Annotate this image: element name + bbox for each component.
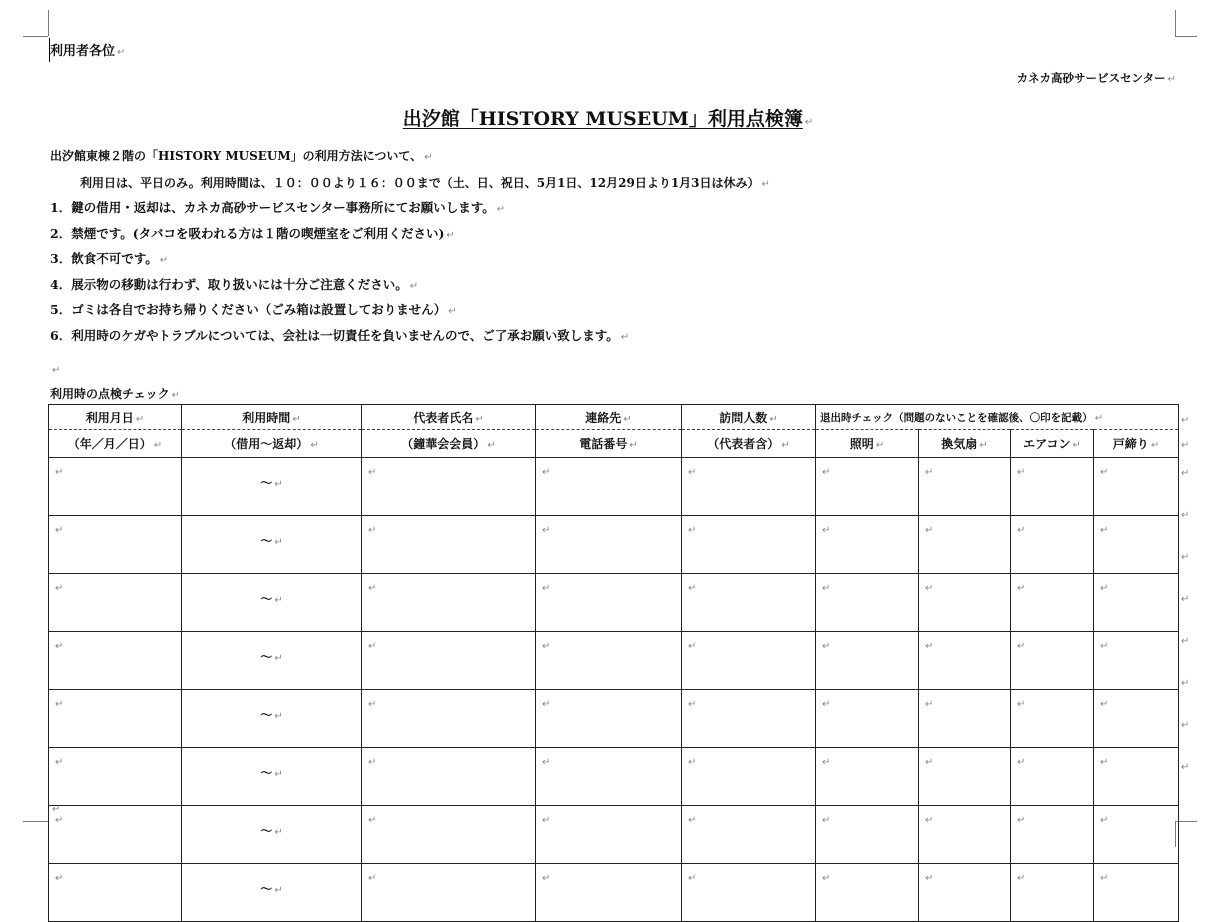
crop-mark-bottom-left-h (23, 821, 48, 822)
rep-name-cell[interactable] (362, 748, 536, 806)
aircon-cell[interactable] (1011, 806, 1094, 864)
cell-mark: ↵ (368, 815, 377, 826)
cell-mark: ↵ (925, 699, 934, 710)
time-cell[interactable] (182, 864, 362, 922)
aircon-cell[interactable] (1011, 516, 1094, 574)
header-member[interactable]: （鐘華会会員） ↵ (362, 430, 536, 458)
cell-mark: ↵ (688, 873, 697, 884)
cell-mark: ↵ (1017, 757, 1026, 768)
time-cell[interactable] (182, 574, 362, 632)
cell-mark: ↵ (925, 583, 934, 594)
cell-mark: ↵ (822, 757, 831, 768)
cell-mark: ↵ (1017, 873, 1026, 884)
time-separator: ～ (260, 824, 273, 838)
cell-mark: ↵ (925, 873, 934, 884)
contact-cell[interactable] (536, 806, 682, 864)
cell-mark: ↵ (688, 757, 697, 768)
cell-mark: ↵ (368, 467, 377, 478)
rule-item[interactable]: 5．ゴミは各自でお持ち帰りください（ごみ箱は設置しておりません） ↵ (50, 302, 457, 318)
contact-cell[interactable] (536, 632, 682, 690)
table-row (49, 458, 1179, 516)
rep-name-cell[interactable] (362, 574, 536, 632)
header-lighting[interactable]: 照明 ↵ (816, 430, 919, 458)
empty-paragraph[interactable]: ↵ (52, 365, 61, 376)
header-aircon[interactable]: エアコン ↵ (1011, 430, 1094, 458)
cell-mark: ↵ (55, 815, 64, 826)
header-phone[interactable]: 電話番号 ↵ (536, 430, 682, 458)
cell-mark: ↵ (55, 641, 64, 652)
header-time-range[interactable]: （借用～返却） ↵ (182, 430, 362, 458)
cell-mark: ↵ (368, 873, 377, 884)
date-cell[interactable] (49, 458, 182, 516)
check-section-title[interactable]: 利用時の点検チェック ↵ (50, 387, 181, 401)
table-row (49, 748, 1179, 806)
lighting-cell[interactable] (816, 690, 919, 748)
cell-mark: ↵ (822, 467, 831, 478)
cell-mark: ↵ (1100, 641, 1109, 652)
lighting-cell[interactable] (816, 458, 919, 516)
cell-mark: ↵ (1017, 641, 1026, 652)
cell-mark: ↵ (55, 699, 64, 710)
date-cell[interactable] (49, 748, 182, 806)
table-row (49, 574, 1179, 632)
cell-mark: ↵ (274, 827, 283, 838)
cell-mark: ↵ (822, 873, 831, 884)
rep-name-cell[interactable] (362, 806, 536, 864)
table-row (49, 690, 1179, 748)
cell-mark: ↵ (1100, 873, 1109, 884)
time-cell[interactable] (182, 806, 362, 864)
header-exit-check[interactable]: 退出時チェック（問題のないことを確認後、〇印を記載） ↵ (816, 405, 1179, 430)
cell-mark: ↵ (542, 525, 551, 536)
date-cell[interactable] (49, 864, 182, 922)
row-end-mark: ↵ (1181, 762, 1190, 773)
addressee[interactable]: 利用者各位 ↵ (50, 44, 126, 59)
lighting-cell[interactable] (816, 864, 919, 922)
aircon-cell[interactable] (1011, 690, 1094, 748)
header-rep-name[interactable]: 代表者氏名 ↵ (362, 405, 536, 430)
row-end-mark: ↵ (1181, 415, 1190, 426)
visitors-cell[interactable] (682, 516, 816, 574)
cell-mark: ↵ (1017, 467, 1026, 478)
cell-mark: ↵ (55, 757, 64, 768)
cell-mark: ↵ (274, 711, 283, 722)
time-cell[interactable] (182, 458, 362, 516)
cell-mark: ↵ (822, 815, 831, 826)
time-cell[interactable] (182, 690, 362, 748)
table-row (49, 864, 1179, 922)
visitors-cell[interactable] (682, 806, 816, 864)
lock-cell[interactable] (1094, 574, 1179, 632)
header-visitors[interactable]: 訪問人数 ↵ (682, 405, 816, 430)
aircon-cell[interactable] (1011, 574, 1094, 632)
cell-mark: ↵ (542, 873, 551, 884)
row-end-mark: ↵ (1181, 552, 1190, 563)
row-end-mark: ↵ (1181, 636, 1190, 647)
header-date-format[interactable]: （年／月／日） ↵ (49, 430, 182, 458)
crop-mark-top-right-v (1175, 10, 1176, 36)
cell-mark: ↵ (274, 885, 283, 896)
date-cell[interactable] (49, 806, 182, 864)
aircon-cell[interactable] (1011, 748, 1094, 806)
cell-mark: ↵ (55, 873, 64, 884)
row-end-mark: ↵ (1181, 468, 1190, 479)
rep-name-cell[interactable] (362, 690, 536, 748)
lock-cell[interactable] (1094, 806, 1179, 864)
lock-cell[interactable] (1094, 690, 1179, 748)
visitors-cell[interactable] (682, 574, 816, 632)
cell-mark: ↵ (925, 815, 934, 826)
crop-mark-top-left-h (23, 36, 48, 37)
header-lock[interactable]: 戸締り ↵ (1094, 430, 1179, 458)
contact-cell[interactable] (536, 748, 682, 806)
lighting-cell[interactable] (816, 632, 919, 690)
cell-mark: ↵ (822, 583, 831, 594)
date-cell[interactable] (49, 690, 182, 748)
contact-cell[interactable] (536, 864, 682, 922)
cell-mark: ↵ (542, 757, 551, 768)
cell-mark: ↵ (925, 467, 934, 478)
row-end-mark: ↵ (1181, 440, 1190, 451)
cell-mark: ↵ (55, 467, 64, 478)
fan-cell[interactable] (919, 458, 1011, 516)
log-body (49, 458, 1179, 922)
cell-mark: ↵ (274, 653, 283, 664)
usage-log-table (48, 404, 1179, 922)
lock-cell[interactable] (1094, 632, 1179, 690)
fan-cell[interactable] (919, 864, 1011, 922)
lock-cell[interactable] (1094, 864, 1179, 922)
date-cell[interactable] (49, 574, 182, 632)
cell-mark: ↵ (688, 467, 697, 478)
cell-mark: ↵ (542, 467, 551, 478)
cell-mark: ↵ (1017, 583, 1026, 594)
cell-mark: ↵ (1100, 699, 1109, 710)
date-cell[interactable] (49, 632, 182, 690)
cell-mark: ↵ (1100, 583, 1109, 594)
cell-mark: ↵ (274, 537, 283, 548)
rep-name-cell[interactable] (362, 864, 536, 922)
cell-mark: ↵ (542, 583, 551, 594)
rule-item[interactable]: 1．鍵の借用・返却は、カネカ高砂サービスセンター事務所にてお願いします。 ↵ (50, 200, 506, 215)
cell-mark: ↵ (688, 815, 697, 826)
cell-mark: ↵ (1017, 699, 1026, 710)
cell-mark: ↵ (925, 641, 934, 652)
cell-mark: ↵ (822, 525, 831, 536)
fan-cell[interactable] (919, 632, 1011, 690)
header-visitors-note[interactable]: （代表者含） ↵ (682, 430, 816, 458)
visitors-cell[interactable] (682, 864, 816, 922)
fan-cell[interactable] (919, 574, 1011, 632)
date-cell[interactable] (49, 516, 182, 574)
table-row (49, 806, 1179, 864)
header-date[interactable]: 利用月日 ↵ (49, 405, 182, 430)
time-cell[interactable] (182, 632, 362, 690)
aircon-cell[interactable] (1011, 458, 1094, 516)
cell-mark: ↵ (55, 525, 64, 536)
visitors-cell[interactable] (682, 690, 816, 748)
cell-mark: ↵ (542, 699, 551, 710)
cell-mark: ↵ (1100, 467, 1109, 478)
cell-mark: ↵ (1100, 815, 1109, 826)
cell-mark: ↵ (688, 699, 697, 710)
lock-cell[interactable] (1094, 516, 1179, 574)
cell-mark: ↵ (925, 525, 934, 536)
visitors-cell[interactable] (682, 748, 816, 806)
visitors-cell[interactable] (682, 458, 816, 516)
cell-mark: ↵ (822, 641, 831, 652)
row-end-mark: ↵ (1181, 678, 1190, 689)
cell-mark: ↵ (368, 757, 377, 768)
time-separator: ～ (260, 476, 273, 490)
intro-lead[interactable]: 出汐館東棟２階の「HISTORY MUSEUM」の利用方法について、 ↵ (50, 149, 433, 163)
lighting-cell[interactable] (816, 806, 919, 864)
end-paragraph[interactable]: ↵ (52, 804, 61, 815)
contact-cell[interactable] (536, 690, 682, 748)
usage-rules-list (50, 200, 629, 354)
row-end-mark: ↵ (1181, 594, 1190, 605)
row-end-mark: ↵ (1181, 510, 1190, 521)
table-row (49, 632, 1179, 690)
time-cell[interactable] (182, 516, 362, 574)
fan-cell[interactable] (919, 806, 1011, 864)
lock-cell[interactable] (1094, 458, 1179, 516)
lighting-cell[interactable] (816, 748, 919, 806)
time-separator: ～ (260, 882, 273, 896)
header-contact[interactable]: 連絡先 ↵ (536, 405, 682, 430)
company-name[interactable]: カネカ高砂サービスセンター ↵ (1016, 71, 1176, 85)
document-title[interactable]: 出汐館「HISTORY MUSEUM」利用点検簿 ↵ (402, 108, 814, 130)
cell-mark: ↵ (1017, 815, 1026, 826)
cell-mark: ↵ (1100, 757, 1109, 768)
visitors-cell[interactable] (682, 632, 816, 690)
cell-mark: ↵ (368, 583, 377, 594)
cell-mark: ↵ (688, 641, 697, 652)
usage-days[interactable]: 利用日は、平日のみ。利用時間は、１０：００より１６：００まで（土、日、祝日、5月1日、12月29日より1月3日は休み） ↵ (80, 176, 770, 190)
fan-cell[interactable] (919, 516, 1011, 574)
rep-name-cell[interactable] (362, 516, 536, 574)
contact-cell[interactable] (536, 574, 682, 632)
cell-mark: ↵ (274, 595, 283, 606)
rule-item[interactable]: 4．展示物の移動は行わず、取り扱いには十分ご注意ください。 ↵ (50, 276, 419, 292)
rule-item[interactable]: 2．禁煙です。(タバコを吸われる方は１階の喫煙室をご利用ください) ↵ (50, 225, 455, 241)
aircon-cell[interactable] (1011, 632, 1094, 690)
contact-cell[interactable] (536, 458, 682, 516)
cell-mark: ↵ (688, 583, 697, 594)
time-separator: ～ (260, 650, 273, 664)
cell-mark: ↵ (55, 583, 64, 594)
cell-mark: ↵ (822, 699, 831, 710)
time-separator: ～ (260, 534, 273, 548)
table-row (49, 516, 1179, 574)
cell-mark: ↵ (368, 641, 377, 652)
contact-cell[interactable] (536, 516, 682, 574)
header-row-2 (49, 430, 1179, 458)
row-end-mark: ↵ (1181, 720, 1190, 731)
time-separator: ～ (260, 766, 273, 780)
cell-mark: ↵ (368, 699, 377, 710)
rule-item[interactable]: 3．飲食不可です。 ↵ (50, 251, 169, 267)
cell-mark: ↵ (274, 479, 283, 490)
header-time[interactable]: 利用時間 ↵ (182, 405, 362, 430)
cell-mark: ↵ (542, 815, 551, 826)
cell-mark: ↵ (368, 525, 377, 536)
aircon-cell[interactable] (1011, 864, 1094, 922)
cell-mark: ↵ (1017, 525, 1026, 536)
rule-item[interactable]: 6．利用時のケガやトラブルについては、会社は一切責任を負いませんので、ご了承お願い致します。 ↵ (50, 327, 630, 343)
cell-mark: ↵ (925, 757, 934, 768)
lock-cell[interactable] (1094, 748, 1179, 806)
lighting-cell[interactable] (816, 516, 919, 574)
crop-mark-top-right-h (1175, 36, 1197, 37)
time-cell[interactable] (182, 748, 362, 806)
fan-cell[interactable] (919, 748, 1011, 806)
cell-mark: ↵ (274, 769, 283, 780)
lighting-cell[interactable] (816, 574, 919, 632)
rep-name-cell[interactable] (362, 632, 536, 690)
header-fan[interactable]: 換気扇 ↵ (919, 430, 1011, 458)
crop-mark-top-left-v (48, 10, 49, 36)
fan-cell[interactable] (919, 690, 1011, 748)
cell-mark: ↵ (1100, 525, 1109, 536)
cell-mark: ↵ (688, 525, 697, 536)
time-separator: ～ (260, 708, 273, 722)
header-row-1 (49, 405, 1179, 430)
time-separator: ～ (260, 592, 273, 606)
rep-name-cell[interactable] (362, 458, 536, 516)
cell-mark: ↵ (542, 641, 551, 652)
